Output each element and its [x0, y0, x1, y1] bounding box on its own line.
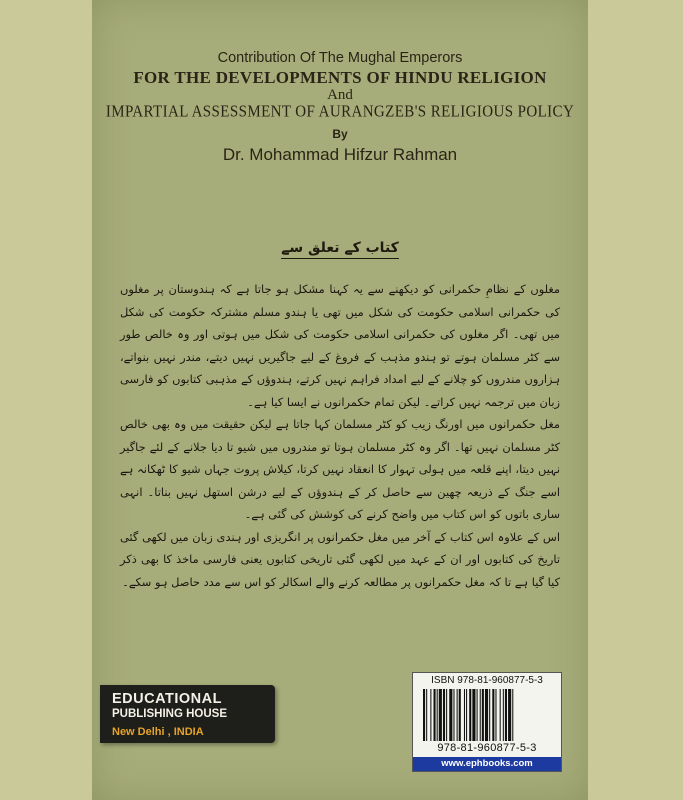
english-header: [92, 50, 588, 165]
isbn-label: ISBN 978-81-960877-5-3: [431, 675, 543, 686]
author-name: Dr. Mohammad Hifzur Rahman: [222, 145, 458, 164]
isbn-number: 978-81-960877-5-3: [437, 742, 537, 754]
header-line-1: Contribution Of The Mughal Emperors: [217, 50, 463, 66]
urdu-paragraph-2: مغل حکمرانوں میں اورنگ زیب کو کٹر مسلمان کہا جاتا ہے لیکن حقیقت میں وہ بھی خالص کٹر مسلمان نہیں تھا۔ اگر وہ کٹر مسلمان ہوتا تو مندروں میں شیو تا دیا جلانے کے لئے جاگیر نہیں دیتا، اپنے قلعہ میں ہولی تہوار کا انعقاد نہیں کرتا، کیلاش پروت جہاں شیو کا ٹھکانہ ہے اسے جنگ کے ذریعہ چھین سے حاصل کر کے ہندوؤں کے لیے درشن استھل نہیں بناتا۔ انہی ساری باتوں کو اس کتاب میں واضح کرنے کی کوشش کی گئی ہے۔: [120, 417, 560, 521]
isbn-barcode-box: [412, 672, 562, 772]
urdu-paragraph-3: اس کے علاوہ اس کتاب کے آخر میں مغل حکمرانوں پر انگریزی اور ہندی زبان میں لکھی گئی تاریخ کی کتابوں اور ان کے عہد میں لکھی گئی تاریخی کتابوں یعنی فارسی ماخذ کا بھی ذکر کیا گیا ہے تا کہ مغل حکمرانوں پر مطالعہ کرنے والے اسکالر کو اس سے مدد حاصل ہو سکے۔: [120, 529, 560, 589]
publisher-logo-block: [100, 685, 275, 743]
urdu-body: [120, 278, 560, 593]
header-by: By: [332, 127, 348, 141]
publisher-line-1: EDUCATIONAL: [112, 691, 222, 707]
header-line-2: FOR THE DEVELOPMENTS OF HINDU RELIGION: [133, 68, 547, 87]
publisher-line-2: PUBLISHING HOUSE: [112, 708, 228, 720]
urdu-paragraph-1: مغلوں کے نظامِ حکمرانی کو دیکھنے سے یہ کہنا مشکل ہو جاتا ہے کہ ہندوستان پر مغلوں کی حکمرانی اسلامی حکومت کی شکل میں تھی یا ہندو مسلم مشترکہ حکومت کی شکل میں تھی۔ اگر مغلوں کی حکمرانی اسلامی حکومت کی شکل میں ہوتی اور وہ خالص طور سے کٹر مسلمان ہوتے تو ہندو مذہب کے فروغ کے لیے جاگیریں نہیں دیتے، مندر نہیں بنواتے، ہزاروں مندروں کو چلانے کے لیے امداد فراہم نہیں کرتے، ہندوؤں کے مذہبی کتابوں کو فارسی زبان میں ترجمہ نہیں کراتے۔ لیکن تمام حکمرانوں نے ایسا کیا ہے۔: [120, 282, 560, 409]
header-line-3: And: [327, 87, 353, 103]
header-line-4: IMPARTIAL ASSESSMENT OF AURANGZEB'S RELIGIOUS POLICY: [105, 102, 575, 122]
barcode-icon: [421, 689, 553, 741]
website-url: www.ephbooks.com: [413, 757, 561, 771]
urdu-section-title: [92, 240, 588, 259]
urdu-title-text: کتاب کے تعلق سے: [281, 240, 399, 259]
publisher-location: New Delhi , INDIA: [112, 726, 204, 738]
